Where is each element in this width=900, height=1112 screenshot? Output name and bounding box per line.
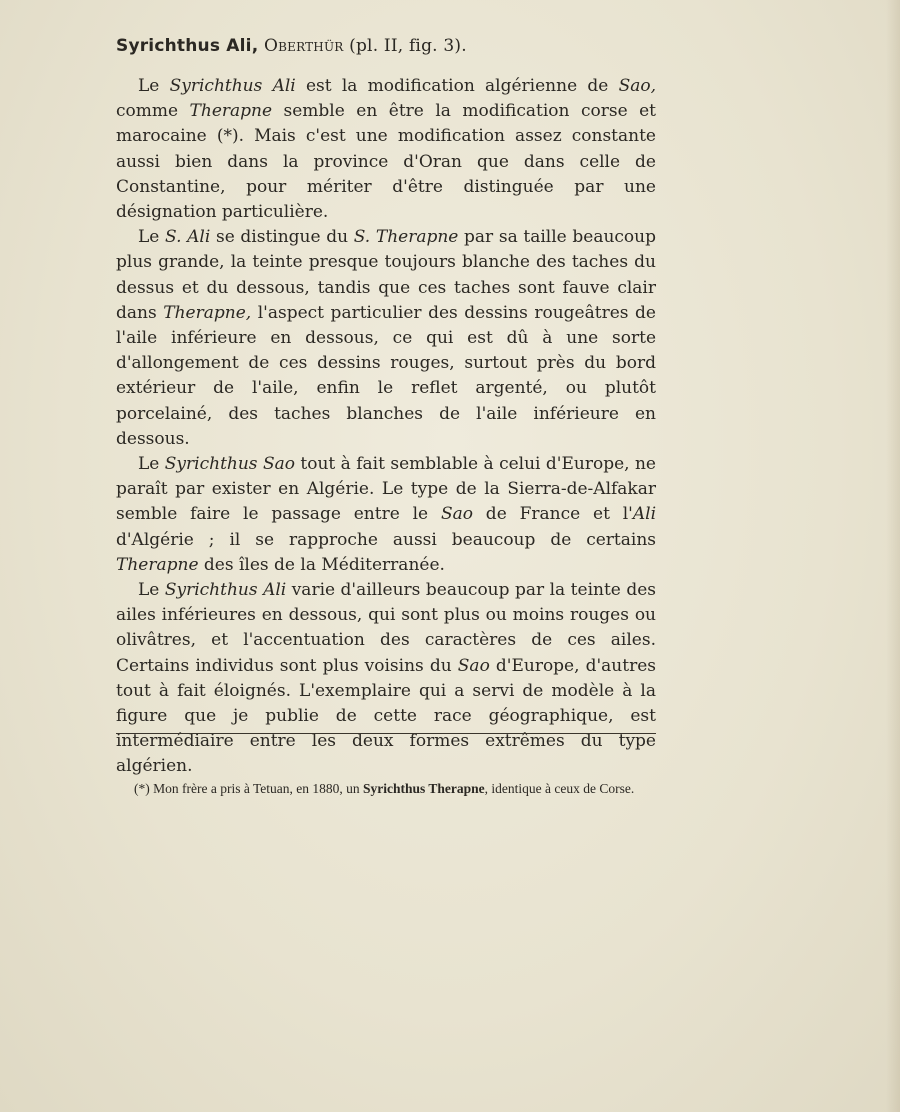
species-heading bbox=[116, 36, 467, 56]
species-name: Syrichthus Ali, bbox=[116, 36, 259, 56]
paragraph-text: d'Europe, d'autres tout à fait éloignés. L'exemplaire qui a servi de modèle à la figure que je publie de cette race géographique, est intermédiaire entre les deux formes extrêmes du type algérien. bbox=[116, 655, 656, 777]
species-name-italic: Ali bbox=[632, 504, 657, 525]
species-name-italic: Sao, bbox=[618, 76, 656, 96]
paragraph bbox=[116, 74, 656, 225]
paragraph-text: Le bbox=[138, 76, 170, 96]
species-name-italic: Therapne bbox=[189, 101, 273, 122]
paragraph bbox=[116, 452, 656, 578]
footnote-divider bbox=[116, 733, 656, 734]
species-name-italic: Syrichthus Ali bbox=[164, 580, 287, 601]
paragraph-text: par sa taille beaucoup plus grande, la teinte presque toujours blanche des taches du dessus et du dessous, tandis que ces taches sont fauve clair dans bbox=[116, 227, 657, 323]
paragraph-text: varie d'ailleurs beaucoup par la teinte des ailes inférieures en dessous, qui sont plus ou moins rouges ou olivâtres, et l'accentuation des caractères de ces ailes. Certains individus sont plus voisins du bbox=[116, 580, 656, 676]
species-name-italic: S. Ali bbox=[165, 227, 211, 248]
footnote bbox=[116, 779, 656, 799]
page-edge-shadow bbox=[886, 0, 900, 1112]
paragraph-text: Le bbox=[138, 454, 165, 475]
footnote-text-after: , identique à ceux de Corse. bbox=[484, 781, 635, 796]
footnote-text-before: (*) Mon frère a pris à Tetuan, en 1880, un bbox=[134, 781, 363, 796]
species-name-italic: Sao bbox=[457, 655, 490, 676]
paragraph-text: de France et l' bbox=[472, 504, 633, 525]
species-name-italic: Therapne, bbox=[163, 302, 252, 323]
paragraph-text: est la modification algérienne de bbox=[295, 76, 619, 96]
paragraph bbox=[116, 225, 656, 452]
paragraph-text: Le bbox=[138, 580, 165, 601]
paragraph-text: l'aspect particulier des dessins rougeâtres de l'aile inférieure en dessous, ce qui est dû à une sorte d'allongement de ces dessins rouges, surtout près du bord extérieur de l'aile, enfin le reflet argenté, ou plutôt porcelainé, des taches blanches de l'aile inférieure en dessous. bbox=[116, 302, 656, 449]
species-name-italic: Syrichthus Sao bbox=[164, 454, 295, 475]
body-text bbox=[116, 74, 656, 780]
paragraph-text: des îles de la Méditerranée. bbox=[198, 554, 445, 575]
species-name-italic: Sao bbox=[440, 504, 473, 525]
paragraph bbox=[116, 578, 656, 780]
paragraph-text: d'Algérie ; il se rapproche aussi beaucoup de certains bbox=[116, 529, 656, 550]
footnote-species-name: Syrichthus Therapne bbox=[363, 781, 485, 796]
paragraph-text: comme bbox=[116, 101, 190, 122]
footnote-paragraph bbox=[116, 779, 656, 799]
plate-reference: (pl. II, fig. 3). bbox=[349, 36, 467, 56]
paragraph-text: tout à fait semblable à celui d'Europe, ne paraît par exister en Algérie. Le type de la Sierra-de-Alfakar semble faire le passage entre le bbox=[116, 454, 656, 525]
species-author: Oberthür bbox=[263, 36, 344, 56]
paragraph-text: Le bbox=[138, 227, 166, 248]
paragraph-text: se distingue du bbox=[210, 227, 354, 248]
species-name-italic: Syrichthus Ali bbox=[169, 76, 296, 96]
paragraph-text: semble en être la modification corse et marocaine (*). Mais c'est une modification assez constante aussi bien dans la province d'Oran que dans celle de Constantine, pour mériter d'être distinguée par une désignation particulière. bbox=[116, 101, 656, 223]
species-name-italic: Therapne bbox=[116, 554, 199, 575]
species-name-italic: S. Therapne bbox=[353, 227, 459, 248]
